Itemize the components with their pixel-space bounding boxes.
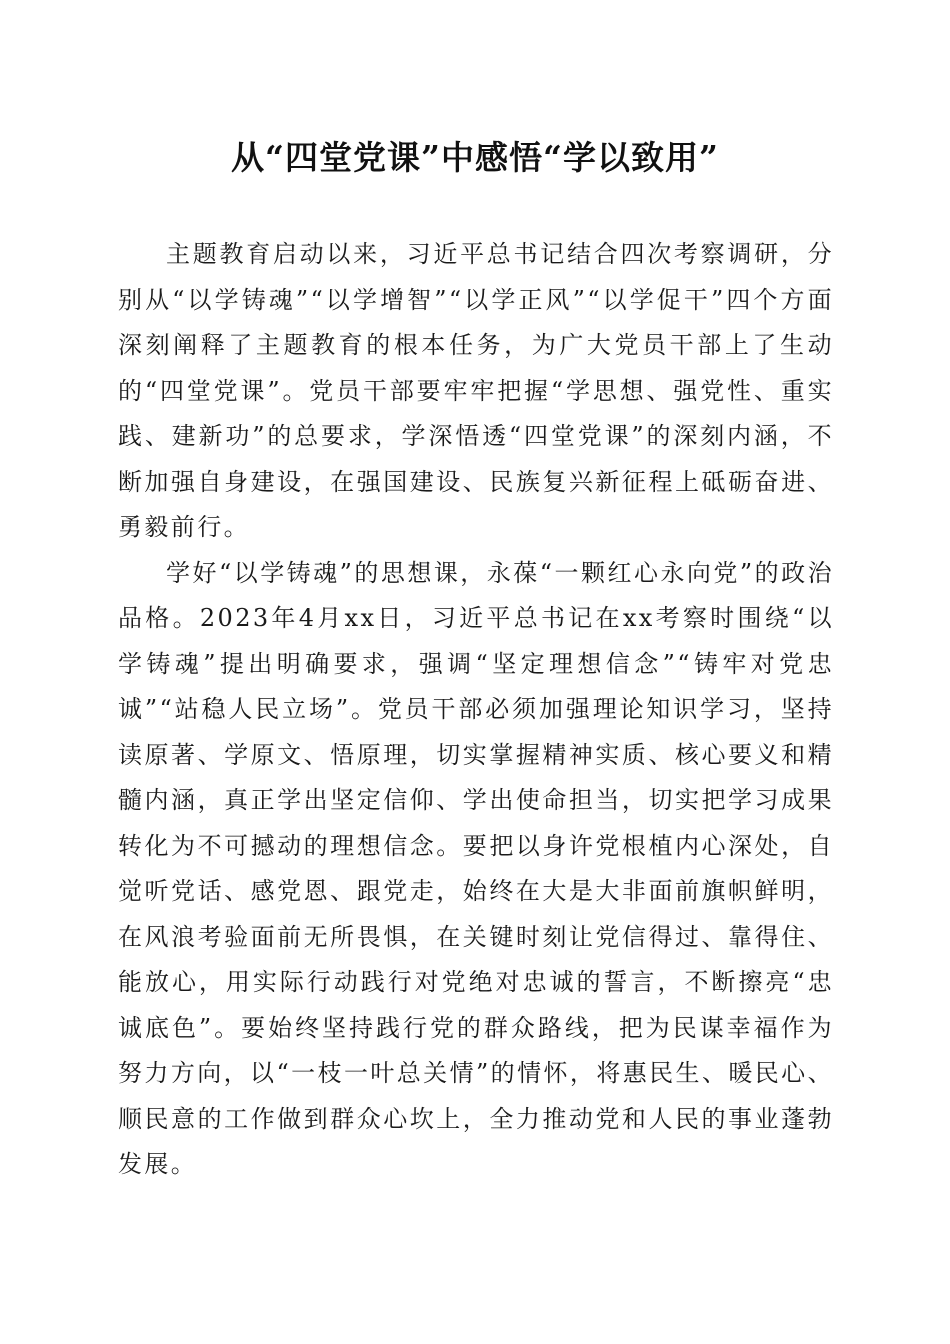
document-title: 从“四堂党课”中感悟“学以致用”: [231, 138, 719, 177]
paragraph-soul-casting: 学好“以学铸魂”的思想课，永葆“一颗红心永向党”的政治品格。2023年4月xx日，习近平总书记在xx考察时围绕“以学铸魂”提出明确要求，强调“坚定理想信念”“铸牢对党忠诚”“站稳人民立场”。党员干部必须加强理论知识学习，坚持读原著、学原文、悟原理，切实掌握精神实质、核心要义和精髓内涵，真正学出坚定信仰、学出使命担当，切实把学习成果转化为不可撼动的理想信念。要把以身许党根植内心深处，自觉听党话、感党恩、跟党走，始终在大是大非面前旗帜鲜明，在风浪考验面前无所畏惧，在关键时刻让党信得过、靠得住、能放心，用实际行动践行对党绝对忠诚的誓言，不断擦亮“忠诚底色”。要始终坚持践行党的群众路线，把为民谋幸福作为努力方向，以“一枝一叶总关情”的情怀，将惠民生、暖民心、顺民意的工作做到群众心坎上，全力推动党和人民的事业蓬勃发展。: [118, 558, 834, 1178]
paragraph-intro: 主题教育启动以来，习近平总书记结合四次考察调研，分别从“以学铸魂”“以学增智”“以学正风”“以学促干”四个方面深刻阐释了主题教育的根本任务，为广大党员干部上了生动的“四堂党课”。党员干部要牢牢把握“学思想、强党性、重实践、建新功”的总要求，学深悟透“四堂党课”的深刻内涵，不断加强自身建设，在强国建设、民族复兴新征程上砥砺奋进、勇毅前行。: [118, 240, 834, 541]
document-body: [118, 232, 834, 1188]
